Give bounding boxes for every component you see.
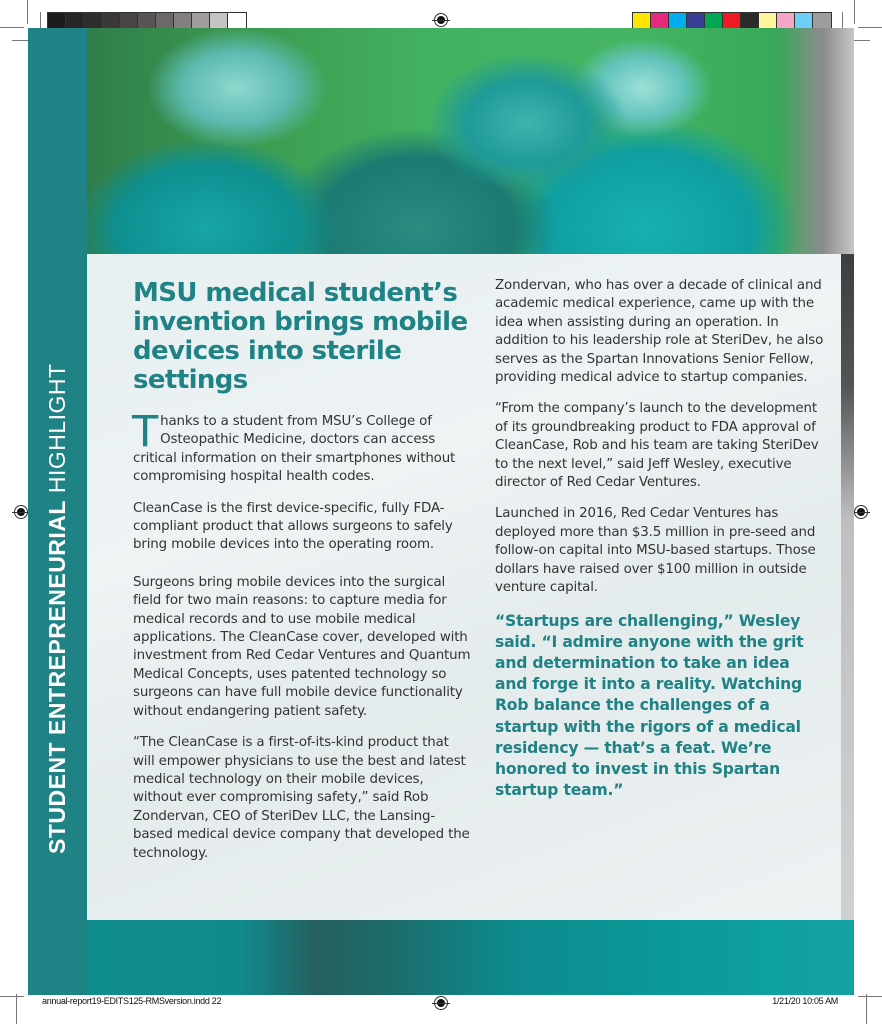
registration-mark-icon: [14, 505, 28, 519]
crop-mark: [16, 994, 17, 1024]
crop-mark: [858, 996, 882, 997]
paragraph-text: hanks to a student from MSU’s College of Osteopathic Medicine, doctors can access critical information on their smartphones without compromising hospital health codes.: [133, 414, 456, 485]
article-paragraph: Surgeons bring mobile devices into the surgical field for two main reasons: to capture media for medical records and to use mobile medical applications. The CleanCase cover, developed with investment from Red Cedar Ventures and Quantum Medical Concepts, uses patented technology so surgeons can have full mobile device functionality without endangering patient safety.: [133, 574, 471, 719]
crop-mark: [12, 40, 28, 41]
section-sidebar: [28, 28, 87, 995]
registration-mark-icon: [434, 13, 448, 27]
article-paragraph: [132, 407, 473, 487]
surgery-photo: [87, 28, 854, 254]
article-panel: [87, 254, 841, 920]
section-label-strong: STUDENT ENTREPRENEURIAL: [44, 500, 70, 854]
drop-cap: T: [132, 407, 159, 457]
crop-mark: [858, 27, 882, 28]
article-paragraph: “The CleanCase is a first-of-its-kind product that will empower physicians to use the best and latest medical technology on their mobile devices, without ever compromising safety,” said Rob Zondervan, CEO of SteriDev LLC, the Lansing-based medical device company that developed the technology.: [133, 735, 470, 861]
registration-mark-icon: [854, 505, 868, 519]
crop-mark: [842, 12, 843, 28]
section-label: [42, 363, 72, 854]
photo-edge-strip: [841, 254, 854, 920]
crop-mark: [866, 994, 867, 1024]
article-left-column: [133, 254, 473, 876]
article-paragraph: CleanCase is the first device-specific, fully FDA-compliant product that allows surgeons to safely bring mobile devices into the operating room.: [133, 500, 453, 553]
bottom-photo-band: [87, 920, 854, 995]
crop-mark: [852, 40, 870, 41]
print-slug-filename: annual-report19-EDITS125-RMSversion.indd 22: [42, 996, 222, 1006]
print-slug-timestamp: 1/21/20 10:05 AM: [772, 996, 838, 1006]
article-paragraph: “From the company’s launch to the development of its groundbreaking product to FDA approval of CleanCase, Rob and his team are taking SteriDev to the next level,” said Jeff Wesley, executive director of Red Cedar Ventures.: [495, 401, 819, 491]
crop-mark: [27, 0, 28, 24]
magazine-page: [28, 28, 854, 995]
article-paragraph: Zondervan, who has over a decade of clinical and academic medical experience, came up with the idea when assisting during an operation. In addition to his leadership role at SteriDev, he also serves as the Spartan Innovations Senior Fellow, providing medical advice to startup companies.: [495, 278, 824, 386]
pull-quote: “Startups are challenging,” Wesley said. “I admire anyone with the grit and determination to take an idea and forge it into a reality. Watching Rob balance the challenges of a startup with the rigors of a medical residency — that’s a feat. We’re honored to invest in this Spartan startup team.”: [495, 611, 804, 800]
article-paragraph: Launched in 2016, Red Cedar Ventures has deployed more than $3.5 million in pre-seed and follow-on capital into MSU-based startups. Those dollars have raised over $100 million in outside venture capital.: [495, 506, 816, 596]
registration-mark-icon: [434, 996, 448, 1010]
crop-mark: [40, 12, 41, 28]
article-right-column: [495, 254, 825, 801]
crop-mark: [854, 0, 855, 24]
crop-mark: [0, 27, 24, 28]
article-headline: MSU medical student’s invention brings mobile devices into sterile settings: [133, 278, 468, 395]
section-label-light: HIGHLIGHT: [44, 363, 70, 494]
crop-mark: [0, 996, 24, 997]
